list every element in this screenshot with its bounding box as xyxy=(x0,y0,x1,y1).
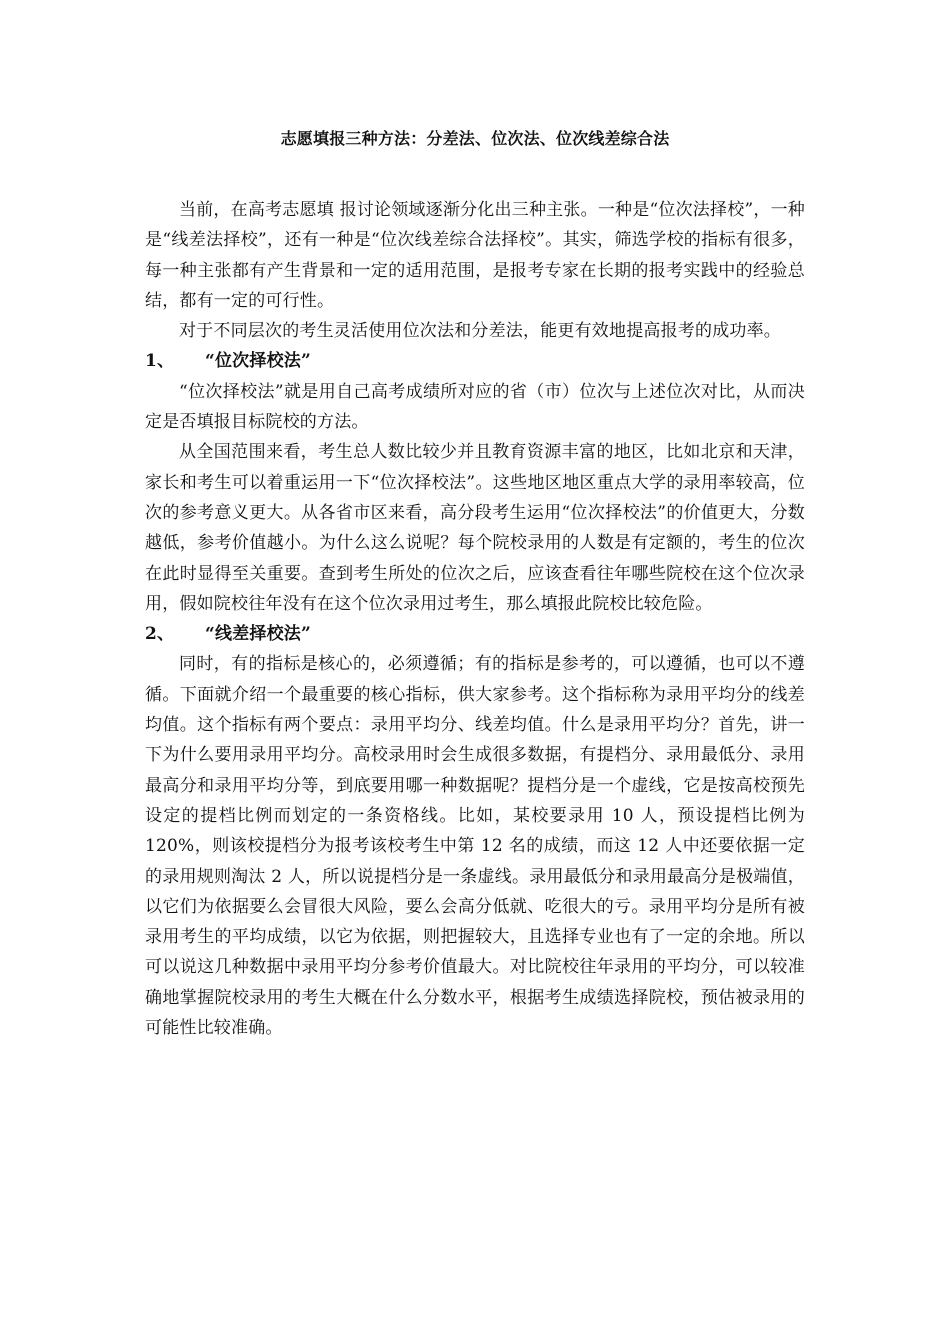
document-title: 志愿填报三种方法：分差法、位次法、位次线差综合法 xyxy=(280,129,670,148)
intro-paragraph: 对于不同层次的考生灵活使用位次法和分差法，能更有效地提高报考的成功率。 xyxy=(179,321,781,342)
document-body xyxy=(145,195,805,1043)
section-title: “位次择校法” xyxy=(205,351,311,372)
section-number: 2、 xyxy=(145,624,175,645)
section-heading xyxy=(145,346,805,376)
section-paragraph: 同时，有的指标是核心的，必须遵循；有的指标是参考的，可以遵循，也可以不遵循。下面就介绍一个最重要的核心指标，供大家参考。这个指标称为录用平均分的线差均值。这个指标有两个要点：录用平均分、线差均值。什么是录用平均分？首先，讲一下为什么要用录用平均分。高校录用时会生成很多数据，有提档分、录用最低分、录用最高分和录用平均分等，到底要用哪一种数据呢？提档分是一个虚线，它是按高校预先设定的提档比例而划定的一条资格线。比如，某校要录用 10 人，预设提档比例为 120%，则该校提档分为报考该校考生中第 12 名的成绩，而这 12 人中还要依据一定的录用规则淘汰 2 人，所以说提档分是一条虚线。录用最低分和录用最高分是极端值，以它们为依据要么会冒很大风险，要么会高分低就、吃很大的亏。录用平均分是所有被录用考生的平均成绩，以它为依据，则把握较大，且选择专业也有了一定的余地。所以可以说这几种数据中录用平均分参考价值最大。对比院校往年录用的平均分，可以较准确地掌握院校录用的考生大概在什么分数水平，根据考生成绩选择院校，预估被录用的可能性比较准确。 xyxy=(145,654,805,1039)
section-heading xyxy=(145,619,805,649)
section-paragraph: “位次择校法”就是用自己高考成绩所对应的省（市）位次与上述位次对比，从而决定是否填报目标院校的方法。 xyxy=(145,381,805,433)
section-title: “线差择校法” xyxy=(205,624,311,645)
section-number: 1、 xyxy=(145,351,175,372)
intro-paragraph: 当前，在高考志愿填 报讨论领域逐渐分化出三种主张。一种是“位次法择校”，一种是“线差法择校”，还有一种是“位次线差综合法择校”。其实，筛选学校的指标有很多，每一种主张都有产生背景和一定的适用范围，是报考专家在长期的报考实践中的经验总结，都有一定的可行性。 xyxy=(145,200,805,311)
section-paragraph: 从全国范围来看，考生总人数比较少并且教育资源丰富的地区，比如北京和天津，家长和考生可以着重运用一下“位次择校法”。这些地区地区重点大学的录用率较高，位次的参考意义更大。从各省市区来看，高分段考生运用“位次择校法”的价值更大，分数越低，参考价值越小。为什么这么说呢？每个院校录用的人数是有定额的，考生的位次在此时显得至关重要。查到考生所处的位次之后，应该查看往年哪些院校在这个位次录用，假如院校往年没有在这个位次录用过考生，那么填报此院校比较危险。 xyxy=(145,442,805,614)
